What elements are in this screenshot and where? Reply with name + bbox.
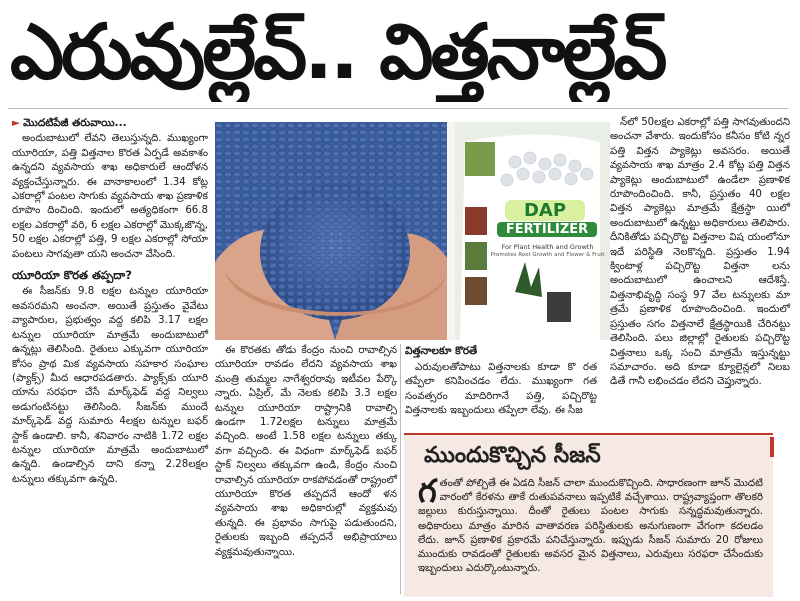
box-text: తంతో పోల్చితే ఈ ఏడది సీజన్ చాలా ముందుకొచ్చింది. సాధారణంగా జూన్ మొదటి వారంలో కేరళను తాకే రుతుపవనాలు ఇప్పటికే వచ్చేశాయి. రాష్ట్రవ్యాప్తంగా తొలకరి జల్లులు కురుస్తున్నాయి. దీంతో రైతులు పంటల సాగుకు సన్నద్ధమవుతున్నారు. అధికారులు మాత్రం మారిన వాతావరణ పరిస్థితులకు అనుగుణంగా వేగంగా కదలడం లేదు. జూన్ ప్రణాళిక ప్రకారమే పనిచేస్తున్నారు. ఇప్పుడు సీజన్ సుమారు 20 రోజులు ముందుకు రావడంతో రైతులకు అవసర మైన విత్తనాలు, ఎరువులు సరఫరా చేసేందుకు ఇబ్బందులు ఎదుర్కొంటున్నారు. <box>418 478 763 575</box>
subhead-seeds: విత్తనాలకూ కొరతే <box>405 345 478 357</box>
box-body <box>418 472 763 576</box>
paragraph: ఈ కొరతకు తోడు కేంద్రం నుంచి రావాల్సిన యూరియా రావడం లేదని వ్యవసాయ శాఖ మంత్రి తుమ్మల నాగేశ్వరరావు ఇటీవల పేర్కొ న్నారు. ఏప్రిల్, మే నెలకు కలిపి 3.3 లక్షల టన్నుల యూరియా రాష్ట్రానికి రావాల్సి ఉండగా 1.72లక్షల టన్నులు మాత్రమే వచ్చింది. అంటే 1.58 లక్షల టన్నులు తక్కు వగా వచ్చింది. ఈ విధంగా మార్క్‌ఫెడ్ బఫర్ స్టాక్ నిల్వలు తక్కువగా ఉండి, కేంద్రం నుంచి రావాల్సిన యూరియా రాకపోవడంతో రాష్ట్రంలో యూరియా కొరత తప్పదనే ఆందో ళన వ్యవసాయ శాఖ అధికారుల్లో వ్యక్తమవు తున్నది. ఈ ప్రభావం సాగుపై పడుతుందని, రైతులకు ఇబ్బంది తప్పదనే అభిప్రాయాలు వ్యక్తమవుతున్నాయి. <box>215 345 397 558</box>
pack-brand: DAP <box>505 200 585 221</box>
arrow-icon: ► <box>12 117 21 129</box>
kicker-label: మొదటిపేజీ తరువాయి... <box>23 117 127 129</box>
continued-kicker <box>12 116 208 130</box>
column-2 <box>215 344 397 562</box>
divider <box>8 108 788 109</box>
season-box <box>404 433 773 597</box>
paragraph: న్‌లో 50లక్షల ఎకరాల్లో పత్తి సాగవుతుందని అంచనా వేశారు. ఇందుకోసం కనీసం కోటి న్నర పత్తి విత్తన ప్యాకెట్లు అవసరం. అయితే వ్యవసాయ శాఖ మాత్రం 2.4 కోట్ల పత్తి విత్తన ప్యాకెట్లు అందుబాటులో ఉండేలా ప్రణాళిక రూపొందించింది. కానీ, ప్రస్తుతం 40 లక్షల విత్తన ప్యాకెట్లు మాత్రమే క్షేత్రస్థా యిలో అందుబాటులో ఉన్నట్టు అధికారులు తెలిపారు. దీనికితోడు పచ్చిరొట్ట విత్తనాల విష యంలోనూ ఇదే పరిస్థితి నెలకొన్నది. ప్రస్తుతం 1.94 క్వింటాళ్ల పచ్చిరొట్ట విత్తనా లను అందుబాటులో ఉంచాలని ఆదేశిస్తే. విత్తనాభివృద్ధి సంస్థ 97 వేల టన్నులకు మా త్రమే ప్రణాళిక రూపొందించింది. ఇందులో ప్రస్తుతం సగం విత్తనాలే క్షేత్రస్థాయికి చేరినట్టు తెలిసింది. పలు జిల్లాల్లో రైతులకు పచ్చిరొట్ట విత్తనాలు ఒక్క సంచి మాత్రమే ఇస్తున్నట్టు సమాచారం. అది కూడా క్యూలైన్లలో నిలబ డితే గానీ లభించడం లేదని చెప్తున్నారు. <box>610 117 790 388</box>
pack-tagline: For Plant Health and Growth <box>501 243 594 251</box>
subhead-urea: యూరియా కొరత తప్పదా? <box>12 268 132 283</box>
pack-product: FERTILIZER <box>497 222 597 237</box>
paragraph: ఎరువులతోపాటు విత్తనాలకు కూడా కొ రత తప్పేలా కనిపించడం లేదు. ముఖ్యంగా గత సంవత్సరం మాదిరిగానే పత్తి, పచ్చిరొట్ట విత్తనాలకు ఇబ్బందులు తప్పేలా లేవు. ఈ సీజ <box>405 362 597 417</box>
paragraph: ఈ సీజన్‌కు 9.8 లక్షల టన్నుల యూరియా అవసరమని అంచనా. అయితే ప్రస్తుతం వైవేటు వ్యాపారుల, ప్రభుత్వం వద్ద కలిపి 3.17 లక్షల టన్నుల యూరియా మాత్రమే అందుబాటులో ఉన్నట్లు తెలిసింది. రైతులు ఎక్కువగా యూరియా కోసం ప్రాథ మిక వ్యవసాయ సహకార సంఘాల (ప్యాక్స్‌) మీద ఆధారపడతారు. ప్యాక్స్‌కు యూరి యాను సరఫరా చేసే మార్క్‌ఫెడ్ వద్ద నిల్వలు అడుగంటినట్టు తెలిసింది. సీజన్‌కు ముందే మార్క్‌ఫెడ్ వద్ద సుమారు 4లక్షల టన్నుల బఫర్ స్టాక్ ఉండాలి. కానీ, శనివారం నాటికి 1.72 లక్షల టన్నుల యూరియా మాత్రమే అందుబాటులో ఉన్నది. ఉండాల్సిన దాని కన్నా 2.28లక్షల టన్నులు తక్కువగా ఉన్నది. <box>12 286 208 485</box>
dropcap: గ <box>418 472 437 510</box>
column-1 <box>12 116 208 489</box>
column-4 <box>610 116 790 392</box>
pack-tagline-2: Promotes Root Growth and Flower & Fruit <box>490 252 605 258</box>
box-accent-bar <box>770 437 774 457</box>
fertilizer-photo <box>215 122 610 340</box>
paragraph: అందుబాటులో లేవని తెలుస్తున్నది. ముఖ్యంగా యూరియా, పత్తి విత్తనాల కొరత ఏర్పడే అవకాశం ఉన్నదని వ్యవసాయ శాఖ అధికారులే ఆందోళన వ్యక్తంచేస్తున్నారు. ఈ వానాకాలంలో 1.34 కోట్ల ఎకరాల్లో పంటల సాగుకు వ్యవసాయ శాఖ ప్రణాళిక రూపొం దించింది. ఇందులో అత్యధికంగా 66.8 లక్షల ఎకరాల్లో వరి, 6 లక్షల ఎకరాల్లో మొక్కజొన్న, 50 లక్షల ఎకరాల్లో పత్తి, 9 లక్షల ఎకరాల్లో సోయా పంటలు సాగవుతా యని అంచనా వేసింది. <box>12 133 208 260</box>
box-title: ముందుకొచ్చిన సీజన్ <box>424 443 601 468</box>
divider <box>400 344 401 594</box>
headline: ఎరువుల్లేవ్.. విత్తనాల్లేవ్ <box>10 7 665 96</box>
column-3 <box>405 361 597 421</box>
